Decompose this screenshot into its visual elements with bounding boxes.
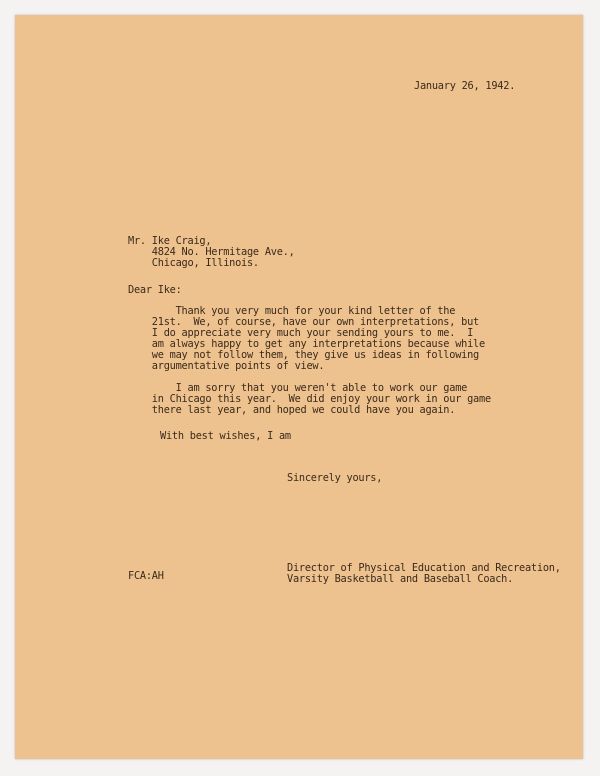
complimentary-close: Sincerely yours, [287, 472, 383, 484]
body-paragraph-2: I am sorry that you weren't able to work our game in Chicago this year. We did enjoy your work in our game there last year, and hoped we could have you again. [151, 382, 491, 416]
letter-date: January 26, 1942. [414, 80, 516, 92]
salutation: Dear Ike: [128, 284, 182, 296]
body-paragraph-3: With best wishes, I am [160, 430, 291, 442]
signature-title: Director of Physical Education and Recreation, Varsity Basketball and Baseball Coach. [287, 562, 561, 585]
reference-initials: FCA:AH [128, 570, 164, 582]
letter-page [15, 15, 583, 759]
recipient-address: Mr. Ike Craig, 4824 No. Hermitage Ave., Chicago, Illinois. [128, 235, 295, 269]
body-paragraph-1: Thank you very much for your kind letter of the 21st. We, of course, have our own interpretations, but I do appreciate very much your sending yours to me. I am always happy to get any interpretations because while we may not follow them, they give us ideas in following argumentative points of view. [151, 305, 485, 372]
